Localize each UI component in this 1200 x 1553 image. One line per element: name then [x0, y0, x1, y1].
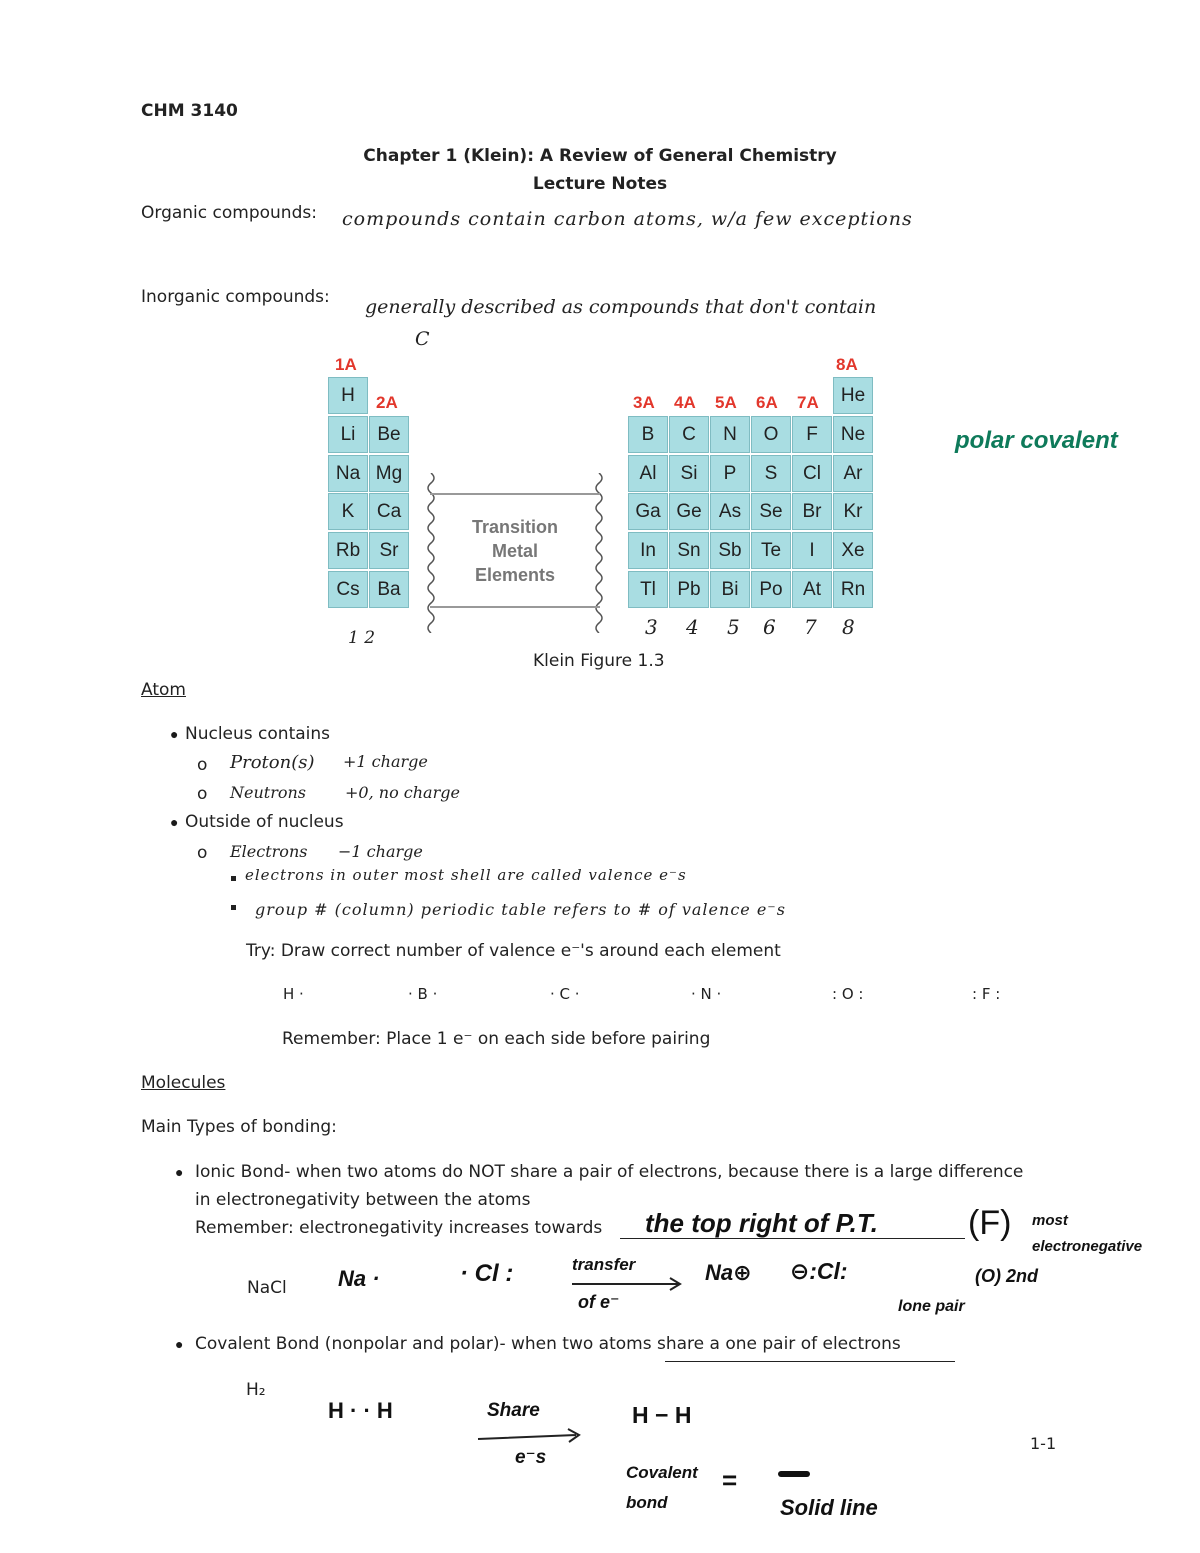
circle-bullet-icon: o [197, 784, 208, 804]
element-cell: O [751, 416, 791, 453]
element-cell: Na [328, 455, 368, 492]
most-electronegative-note: most electronegative [1032, 1212, 1143, 1255]
h2-label: H₂ [246, 1380, 266, 1400]
group-label-8a: 8A [836, 355, 858, 374]
element-cell: F [792, 416, 832, 453]
element-cell: Cs [328, 571, 368, 608]
h-dot-h: H · · H [328, 1398, 393, 1423]
element-cell: Al [628, 455, 668, 492]
nacl-label: NaCl [247, 1278, 287, 1298]
circle-bullet-icon: o [197, 755, 208, 775]
periodic-table-figure [325, 355, 880, 635]
hand-group-number: 5 [727, 615, 740, 639]
bullet-icon: ● [170, 726, 179, 742]
solid-line-sample [778, 1471, 810, 1477]
nucleus-item: Nucleus contains [185, 724, 331, 744]
element-cell: B [628, 416, 668, 453]
proton-charge-note: +1 charge [343, 752, 428, 771]
remember-pairing: Remember: Place 1 e⁻ on each side before pairing [282, 1029, 711, 1049]
h-bond-h: H − H [632, 1402, 692, 1428]
element-cell: Li [328, 416, 368, 453]
hand-group-number: 6 [763, 615, 776, 639]
covalent-underline [665, 1361, 955, 1362]
element-cell: S [751, 455, 791, 492]
chapter-title: Chapter 1 (Klein): A Review of General Chemistry [363, 146, 837, 166]
organic-note: compounds contain carbon atoms, w/a few exceptions [342, 208, 913, 230]
covalent-bond-definition: Covalent Bond (nonpolar and polar)- when two atoms share a one pair of electrons [195, 1334, 901, 1354]
group-number-note: group # (column) periodic table refers to # of valence e⁻s [255, 900, 786, 919]
organic-label: Organic compounds: [141, 203, 317, 223]
element-cell: Ga [628, 493, 668, 530]
element-cell: Ne [833, 416, 873, 453]
group-label-5a: 5A [715, 393, 737, 412]
lewis-h: H · [283, 985, 304, 1003]
ionic-bond-definition-cont: in electronegativity between the atoms [195, 1190, 531, 1210]
group-label-7a: 7A [797, 393, 819, 412]
fluorine-note: (F) [968, 1204, 1012, 1242]
hand-group-number: 8 [842, 615, 855, 639]
element-cell: I [792, 532, 832, 569]
na-ion: Na⊕ [705, 1260, 752, 1285]
equals-sign: = [722, 1465, 738, 1495]
lewis-f: : F : [972, 985, 1001, 1003]
group-label-1a: 1A [335, 355, 357, 374]
cl-lewis: · Cl : [460, 1260, 514, 1287]
transfer-arrow-icon [570, 1275, 688, 1293]
of-e-note: of e⁻ [578, 1292, 620, 1312]
lewis-o: : O : [832, 985, 864, 1003]
element-cell: Si [669, 455, 709, 492]
element-cell: Bi [710, 571, 750, 608]
element-cell: Sr [369, 532, 409, 569]
page-number: 1-1 [1030, 1434, 1057, 1453]
inorganic-label: Inorganic compounds: [141, 287, 330, 307]
element-cell: Cl [792, 455, 832, 492]
element-cell: C [669, 416, 709, 453]
top-right-note: the top right of P.T. [645, 1208, 879, 1238]
square-bullet-icon [231, 905, 236, 910]
element-cell: At [792, 571, 832, 608]
figure-caption: Klein Figure 1.3 [533, 651, 665, 671]
element-cell: Ba [369, 571, 409, 608]
bullet-icon: ● [175, 1336, 184, 1352]
course-code: CHM 3140 [141, 101, 238, 121]
element-cell: Sn [669, 532, 709, 569]
element-cell: P [710, 455, 750, 492]
valence-definition-note: electrons in outer most shell are called valence e⁻s [245, 866, 687, 884]
hand-group-number: 3 [645, 615, 658, 639]
element-cell: Pb [669, 571, 709, 608]
share-note: Share [487, 1400, 540, 1421]
molecules-heading: Molecules [141, 1073, 226, 1093]
outside-nucleus-item: Outside of nucleus [185, 812, 344, 832]
element-cell: In [628, 532, 668, 569]
electronegativity-remember: Remember: electronegativity increases towards [195, 1218, 603, 1238]
lewis-b: · B · [408, 985, 438, 1003]
square-bullet-icon [231, 876, 236, 881]
lone-pair-note: lone pair [898, 1298, 965, 1315]
atom-heading: Atom [141, 680, 186, 700]
element-cell: K [328, 493, 368, 530]
element-cell: Be [369, 416, 409, 453]
element-cell: Ge [669, 493, 709, 530]
group-label-3a: 3A [633, 393, 655, 412]
bullet-icon: ● [175, 1164, 184, 1180]
element-cell: Br [792, 493, 832, 530]
polar-covalent-note: polar covalent [955, 427, 1118, 454]
element-cell: Sb [710, 532, 750, 569]
lewis-c: · C · [550, 985, 580, 1003]
element-cell: Rb [328, 532, 368, 569]
element-cell: Po [751, 571, 791, 608]
solid-line-note: Solid line [780, 1495, 878, 1520]
electron-charge-note: −1 charge [338, 842, 423, 861]
transition-metals-box: Transition Metal Elements [430, 493, 600, 608]
group-label-4a: 4A [674, 393, 696, 412]
element-cell: He [833, 377, 873, 414]
element-cell: N [710, 416, 750, 453]
main-bonding-types: Main Types of bonding: [141, 1117, 337, 1137]
neutron-charge-note: +0, no charge [345, 783, 460, 802]
neutron-note: Neutrons [230, 783, 306, 802]
element-cell: As [710, 493, 750, 530]
group-label-2a: 2A [376, 393, 398, 412]
hand-group-number: 4 [686, 615, 699, 639]
proton-note: Proton(s) [230, 752, 315, 773]
inorganic-note-c: C [415, 328, 430, 350]
hand-group-number: 7 [804, 615, 817, 639]
na-lewis: Na · [338, 1266, 380, 1291]
element-cell: Rn [833, 571, 873, 608]
bullet-icon: ● [170, 814, 179, 830]
circle-bullet-icon: o [197, 843, 208, 863]
hand-group-numbers-left: 1 2 [348, 628, 376, 648]
lewis-n: · N · [691, 985, 722, 1003]
chapter-subtitle: Lecture Notes [532, 174, 668, 194]
ionic-bond-definition: Ionic Bond- when two atoms do NOT share a pair of electrons, because there is a large difference [195, 1162, 1024, 1182]
group-label-6a: 6A [756, 393, 778, 412]
element-cell: Ar [833, 455, 873, 492]
transfer-note: transfer [572, 1255, 636, 1274]
es-note: e⁻s [515, 1447, 547, 1468]
cl-ion: ⊖:Cl: [790, 1258, 848, 1284]
covalent-bond-note: Covalent bond [626, 1463, 698, 1512]
share-arrow-icon [476, 1428, 586, 1446]
electron-note: Electrons [230, 842, 308, 861]
element-cell: Mg [369, 455, 409, 492]
element-cell: H [328, 377, 368, 414]
element-cell: Se [751, 493, 791, 530]
oxygen-second-note: (O) 2nd [975, 1266, 1038, 1286]
element-cell: Te [751, 532, 791, 569]
inorganic-note: generally described as compounds that don't contain [365, 296, 877, 318]
element-cell: Tl [628, 571, 668, 608]
element-cell: Ca [369, 493, 409, 530]
try-instruction: Try: Draw correct number of valence e⁻'s around each element [246, 941, 781, 961]
element-cell: Kr [833, 493, 873, 530]
element-cell: Xe [833, 532, 873, 569]
